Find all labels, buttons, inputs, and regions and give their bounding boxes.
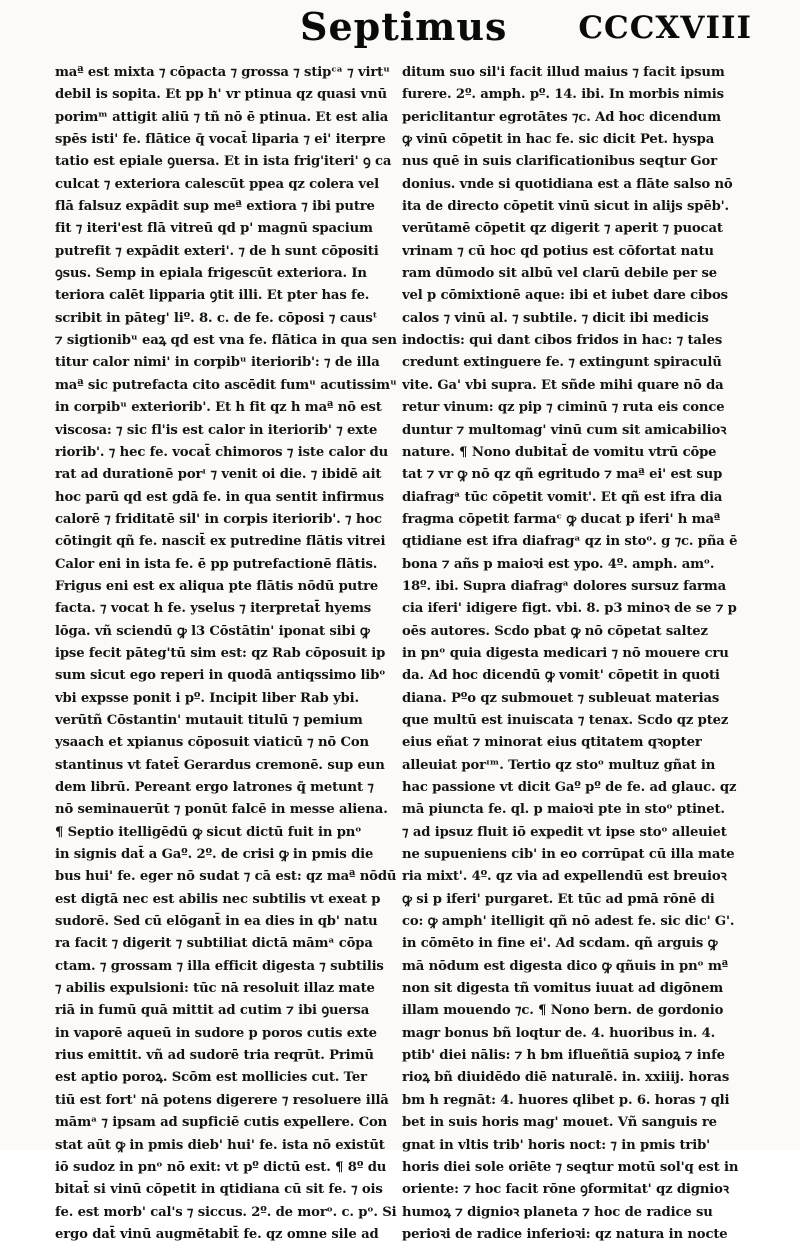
text-line: duntur ⁊ multomag' vinū cum sit amicabilioꝛ: [402, 422, 727, 438]
text-line: tiū est fort' nā potens digerere ⁊ resoluere illā: [55, 1092, 389, 1108]
text-line: māmᵃ ⁊ ipsam ad supficiē cutis expellere. Con: [55, 1115, 388, 1131]
text-line: maª est mixta ⁊ cōpacta ⁊ grossa ⁊ stipᶜᵃ ⁊ virtᵘ: [55, 65, 390, 80]
text-line: indoctis: qui dant cibos fridos in hac: ⁊ tales: [402, 333, 723, 349]
text-line: donius. vnde si quotidiana est a flāte salso nō: [402, 176, 733, 192]
text-line: cia iferi' idigere figt. vbi. 8. p3 minoꝛ de se ⁊ p: [402, 601, 737, 617]
text-line: scribit in pāteg' liº. 8. c. de fe. cōposi ⁊ causᵗ: [55, 310, 378, 326]
text-line: stantinus vt fatet̄ Gerardus cremonē. sup eun: [55, 757, 385, 773]
text-line: lōga. vñ sciendū ꝙ l3 Cōstātin' iponat sibi ꝙ: [55, 623, 370, 639]
text-line: est aptio poroꝝ. Scōm est mollicies cut. Ter: [55, 1070, 367, 1086]
text-line: debil is sopita. Et pp h' vr ptinua qz quasi vnū: [55, 87, 387, 103]
text-line: rioꝝ bñ diuidēdo diē naturalē. in. xxiiij. horas: [402, 1070, 730, 1086]
text-line: ra facit ⁊ digerit ⁊ subtiliat dictā māmᵃ cōpa: [55, 936, 373, 952]
text-line: verūtñ Cōstantin' mutauit titulū ⁊ pemium: [55, 712, 363, 728]
text-line: ꝙ si p iferi' purgaret. Et tūc ad pmā rōnē di: [402, 891, 715, 907]
text-line: culcat ⁊ exteriora calescūt ppea qz colera vel: [55, 176, 380, 192]
text-line: iō sudoz in pnᵒ nō exit: vt pº dictū est. ¶ 8º du: [55, 1159, 387, 1175]
text-line: bet in suis horis mag' mouet. Vñ sanguis re: [402, 1115, 717, 1131]
text-line: 18º. ibi. Supra diafragᵃ dolores sursuz farma: [402, 578, 727, 594]
text-line: humoꝝ ⁊ dignioꝛ planeta ⁊ hoc de radice su: [402, 1204, 713, 1220]
text-line: fragma cōpetit farmaᶜ ꝙ ducat p iferi' h maª: [402, 511, 721, 527]
text-line: verūtamē cōpetit qz digerit ⁊ aperit ⁊ puocat: [402, 221, 723, 237]
text-line: in corpibᵘ exteriorib'. Et h fit qz h maª nō est: [55, 400, 382, 416]
text-line: bona ⁊ añs p maioꝛi est ypo. 4º. amph. amᵒ.: [402, 556, 715, 572]
text-line: eius eñat ⁊ minorat eius qtitatem qꝛopter: [402, 735, 702, 751]
text-line: in pnᵒ quia digesta medicari ⁊ nō mouere cru: [402, 645, 729, 661]
text-line: ysaach et xpianus cōposuit viaticū ⁊ nō Con: [55, 735, 369, 751]
text-line: tatio est epiale ꝯuersa. Et in ista frig'iteri' ꝯ ca: [55, 154, 392, 170]
text-line: ita de directo cōpetit vinū sicut in alijs spēb'.: [402, 199, 729, 215]
text-line: bm h regnāt: 4. huores qlibet p. 6. horas ⁊ qli: [402, 1092, 730, 1108]
text-line: Calor eni in ista fe. ē pp putrefactionē flātis.: [55, 556, 378, 572]
text-line: putrefit ⁊ expādit exteri'. ⁊ de h sunt cōpositi: [55, 243, 379, 259]
running-title: Septimus: [300, 4, 508, 49]
text-line: furere. 2º. amph. pº. 14. ibi. In morbis nimis: [402, 87, 724, 103]
text-line: retur vinum: qz pip ⁊ ciminū ⁊ ruta eis conce: [402, 400, 725, 416]
text-line: mā piuncta fe. ql. p maioꝛi pte in stoᵒ ptinet.: [402, 802, 725, 818]
text-line: non sit digesta tñ vomitus iuuat ad digōnem: [402, 981, 724, 997]
text-line: dem librū. Pereant ergo latrones q̄ metunt ⁊: [55, 780, 374, 795]
text-line: vite. Ga' vbi supra. Et sñde mihi quare nō da: [402, 377, 724, 393]
text-line: hoc parū qd est gdā fe. in qua sentit infirmus: [55, 489, 384, 505]
text-line: sum sicut ego reperi in quodā antiqssimo libᵒ: [55, 668, 386, 684]
text-line: est digtā nec est abilis nec subtilis vt exeat p: [55, 891, 381, 907]
text-line: porimᵐ attigit aliū ⁊ tñ nō ē ptinua. Et est alia: [55, 109, 389, 125]
text-line: co: ꝙ amph' itelligit qñ nō adest fe. sic dic' G'.: [402, 914, 735, 930]
text-line: riorib'. ⁊ hec fe. vocat̄ chimoros ⁊ iste calor du: [55, 444, 389, 460]
text-line: facta. ⁊ vocat h fe. yselus ⁊ iterpretat̄ hyems: [55, 601, 372, 617]
text-line: da. Ad hoc dicendū ꝙ vomit' cōpetit in quoti: [402, 668, 720, 684]
text-line: credunt extinguere fe. ⁊ extingunt spiraculū: [402, 355, 722, 371]
text-line: ⁊ ad ipsuz fluit iō expedit vt ipse stoᵒ alleuiet: [402, 824, 727, 840]
text-line: horis diei sole oriēte ⁊ seqtur motū sol'q est in: [402, 1159, 739, 1175]
text-line: ipse fecit pāteg'tū sim est: qz Rab cōposuit ip: [55, 645, 386, 661]
text-line: gnat in vltis trib' horis noct: ⁊ in pmis trib': [402, 1137, 711, 1153]
text-line: qtidiane est ifra diafragᵃ qz in stoᵒ. g ⁊c. pña ē: [402, 534, 738, 550]
text-line: cōtingit qñ fe. nascit̄ ex putredine flātis vitrei: [55, 534, 386, 550]
text-line: ne supueniens cib' in eo corrūpat cū illa mate: [402, 847, 735, 863]
text-line: titur calor nimi' in corpibᵘ iteriorib': ⁊ de illa: [55, 355, 380, 371]
text-line: magr bonus bñ loqtur de. 4. huoribus in. 4.: [402, 1025, 716, 1041]
page-header: [0, 0, 800, 58]
text-line: ergo dat̄ vinū augmētabit̄ fe. qz omne sile ad: [55, 1226, 379, 1242]
text-line: tat ⁊ vr ꝙ nō qz qñ egritudo ⁊ maª ei' est sup: [402, 467, 723, 483]
text-line: nature. ¶ Nono dubitat̄ de vomitu vtrū cōpe: [402, 444, 717, 460]
text-line: diana. Pºo qz submouet ⁊ subleuat materias: [402, 690, 720, 706]
text-line: vbi expsse ponit i pº. Incipit liber Rab ybi.: [55, 690, 359, 706]
text-line: rat ad durationē porᶦ ⁊ venit oi die. ⁊ ibidē ait: [55, 467, 382, 483]
text-line: fe. est morb' cal's ⁊ siccus. 2º. de morᵒ. c. pᵒ. Si: [55, 1204, 397, 1220]
text-line: perioꝛi de radice inferioꝛi: qz natura in nocte: [402, 1226, 728, 1242]
text-line: nus quē in suis clarificationibus seqtur Gor: [402, 154, 717, 170]
text-line: calorē ⁊ friditatē sil' in corpis iteriorib'. ⁊ hoc: [55, 511, 382, 527]
text-line: que multū est inuiscata ⁊ tenax. Scdo qz ptez: [402, 712, 729, 728]
text-line: maª sic putrefacta cito ascēdit fumᵘ acutissimᵘ: [55, 377, 397, 393]
text-line: bus hui' fe. eger nō sudat ⁊ cā est: qz maª nōdū: [55, 869, 397, 885]
text-line: oriente: ⁊ hoc facit rōne ꝯformitat' qz dignioꝛ: [402, 1182, 729, 1198]
text-line: ꝙ vinū cōpetit in hac fe. sic dicit Pet. hyspa: [402, 132, 715, 148]
text-line: hac passione vt dicit Gaº pº de fe. ad glauc. qz: [402, 780, 737, 795]
left-text-column: [55, 62, 400, 1246]
text-line: ctam. ⁊ grossam ⁊ illa efficit digesta ⁊ subtilis: [55, 958, 384, 974]
text-line: mā nōdum est digesta dico ꝙ qñuis in pnᵒ mª: [402, 958, 729, 974]
text-line: flā falsuz expādit sup meª extiora ⁊ ibi putre: [55, 199, 375, 215]
text-line: viscosa: ⁊ sic fl'is est calor in iteriorib' ⁊ exte: [55, 422, 378, 438]
text-line: fit ⁊ iteri'est flā vitreū qd p' magnū spacium: [55, 221, 373, 237]
text-line: ⁊ sigtionibᵘ eaꝝ qd est vna fe. flātica in qua sen: [55, 333, 397, 349]
text-line: ¶ Septio itelligēdū ꝙ sicut dictū fuit in pnᵒ: [55, 824, 362, 840]
text-line: calos ⁊ vinū al. ⁊ subtile. ⁊ dicit ibi medicis: [402, 310, 709, 326]
text-line: ria mixt'. 4º. qz via ad expellendū est breuioꝛ: [402, 869, 727, 885]
text-line: sudorē. Sed cū elōgant̄ in ea dies in qb' natu: [55, 914, 378, 930]
text-line: spēs isti' fe. flātice q̄ vocat̄ liparia ⁊ ei' iterpre: [55, 132, 386, 148]
text-line: illam mouendo ⁊c. ¶ Nono bern. de gordonio: [402, 1003, 724, 1019]
text-line: Frigus eni est ex aliqua pte flātis nōdū putre: [55, 578, 379, 594]
text-line: ditum suo sil'i facit illud maius ⁊ facit ipsum: [402, 65, 725, 80]
text-line: ⁊ abilis expulsioni: tūc nā resoluit illaz mate: [55, 981, 375, 997]
text-line: teriora calēt lipparia ꝯtit illi. Et pter has fe.: [55, 288, 370, 304]
text-line: rius emittit. vñ ad sudorē tria reqrūt. Primū: [55, 1048, 374, 1064]
text-line: nō seminauerūt ⁊ ponūt falcē in messe aliena.: [55, 802, 388, 818]
folio-number: CCCXVIII: [578, 10, 752, 46]
text-line: vel p cōmixtionē aque: ibi et iubet dare cibos: [402, 288, 728, 304]
text-line: vrinam ⁊ cū hoc qd potius est cōfortat natu: [402, 243, 714, 259]
text-line: in signis dat̄ a Gaº. 2º. de crisi ꝙ in pmis die: [55, 847, 374, 863]
text-line: periclitantur egrotātes ⁊c. Ad hoc dicendum: [402, 109, 721, 125]
text-line: alleuiat porᶦᵐ. Tertio qz stoᵒ multuz gñat in: [402, 757, 716, 773]
text-line: diafragᵃ tūc cōpetit vomit'. Et qñ est ifra dia: [402, 489, 723, 505]
text-line: in cōmēto in fine ei'. Ad scdam. qñ arguis ꝙ: [402, 936, 718, 952]
text-line: ptib' diei nālis: ⁊ h bm iflueñtiā supioꝝ ⁊ infe: [402, 1048, 725, 1064]
text-line: bitat̄ si vinū cōpetit in qtidiana cū sit fe. ⁊ ois: [55, 1182, 383, 1198]
text-line: ram dūmodo sit albū vel clarū debile per se: [402, 266, 717, 282]
right-text-column: [402, 62, 757, 1246]
text-line: ꝯsus. Semp in epiala frigescūt exteriora. In: [55, 266, 367, 282]
text-line: riā in fumū quā mittit ad cutim ⁊ ibi ꝯuersa: [55, 1003, 370, 1019]
text-line: in vaporē aqueū in sudore p poros cutis exte: [55, 1025, 377, 1041]
text-line: oēs autores. Scdo pbat ꝙ nō cōpetat saltez: [402, 623, 708, 639]
text-line: stat aūt ꝙ in pmis dieb' hui' fe. ista nō existūt: [55, 1137, 385, 1153]
